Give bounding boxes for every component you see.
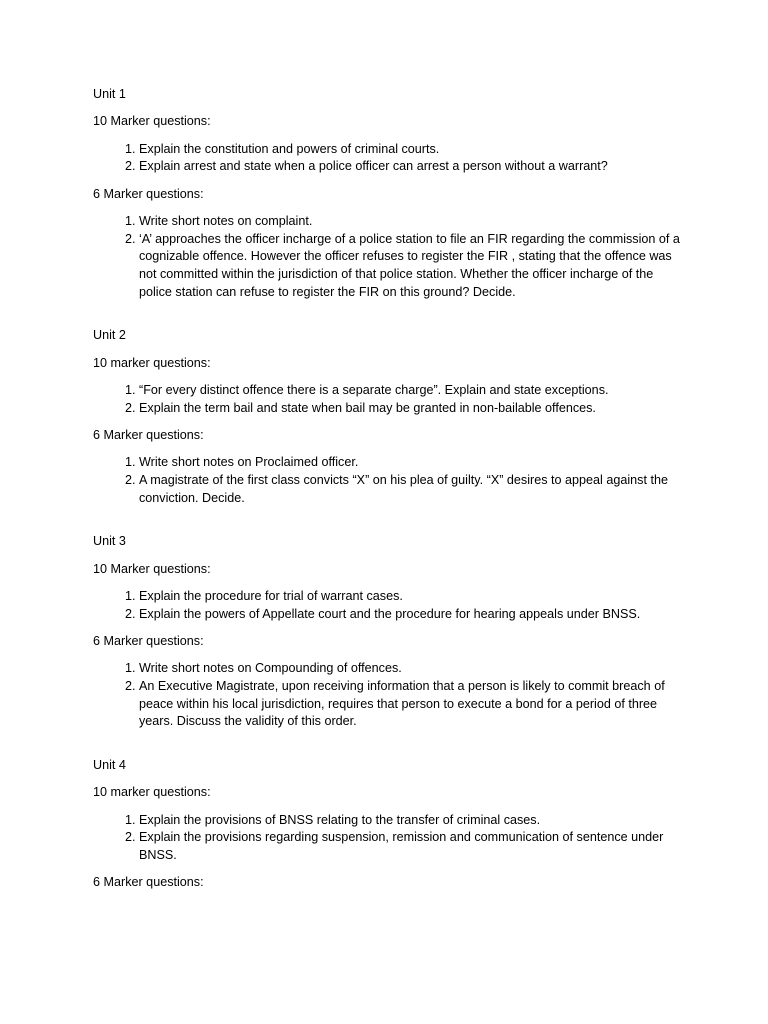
section-heading: 6 Marker questions: [93, 186, 204, 201]
question-list [93, 213, 683, 302]
section-heading: 10 marker questions: [93, 355, 211, 370]
question-item: 2. Explain the provisions regarding suspension, remission and communication of sentence under BNSS. [139, 829, 683, 864]
question-item: 2. Explain the term bail and state when bail may be granted in non-bailable offences. [139, 400, 683, 418]
question-list [93, 812, 683, 865]
question-item: 1. Write short notes on Compounding of offences. [139, 660, 683, 678]
question-item: 1. Explain the provisions of BNSS relating to the transfer of criminal cases. [139, 812, 683, 830]
unit-title: Unit 2 [93, 328, 126, 343]
unit-2 [93, 327, 683, 507]
question-list [93, 660, 683, 731]
section-heading: 6 Marker questions: [93, 875, 204, 890]
question-item: 1. “For every distinct offence there is a separate charge”. Explain and state exceptions. [139, 382, 683, 400]
question-list [93, 382, 683, 417]
section-heading: 10 marker questions: [93, 785, 211, 800]
question-item: 2. Explain arrest and state when a police officer can arrest a person without a warrant? [139, 158, 683, 176]
unit-title: Unit 1 [93, 87, 126, 101]
question-item: 1. Write short notes on Proclaimed officer. [139, 454, 683, 472]
question-item: 1. Explain the constitution and powers of criminal courts. [139, 141, 683, 159]
section-heading: 6 Marker questions: [93, 634, 204, 648]
unit-3 [93, 533, 683, 731]
question-item: 2. An Executive Magistrate, upon receiving information that a person is likely to commit breach of peace within his local jurisdiction, requires that person to execute a bond for a period of three years. Discuss the validity of this order. [139, 678, 683, 731]
question-item: 2. A magistrate of the first class convicts “X” on his plea of guilty. “X” desires to appeal against the conviction. Decide. [139, 472, 683, 507]
unit-4 [93, 757, 683, 892]
section-heading: 10 Marker questions: [93, 561, 211, 576]
question-item: 2. Explain the powers of Appellate court and the procedure for hearing appeals under BNSS. [139, 606, 683, 624]
question-list [93, 454, 683, 507]
question-list [93, 141, 683, 176]
unit-1 [93, 86, 683, 301]
unit-title: Unit 4 [93, 758, 126, 773]
section-heading: 6 Marker questions: [93, 428, 204, 442]
unit-title: Unit 3 [93, 534, 126, 549]
question-item: 1. Write short notes on complaint. [139, 213, 683, 231]
question-list [93, 588, 683, 623]
section-heading: 10 Marker questions: [93, 114, 211, 129]
document-page [93, 86, 683, 902]
question-item: 1. Explain the procedure for trial of warrant cases. [139, 588, 683, 606]
question-item: 2. ‘A’ approaches the officer incharge of a police station to file an FIR regarding the commission of a cognizable offence. However the officer refuses to register the FIR , stating that the offence was not committed within the jurisdiction of that police station. Whether the officer incharge of the police station can refuse to register the FIR on this ground? Decide. [139, 231, 683, 302]
